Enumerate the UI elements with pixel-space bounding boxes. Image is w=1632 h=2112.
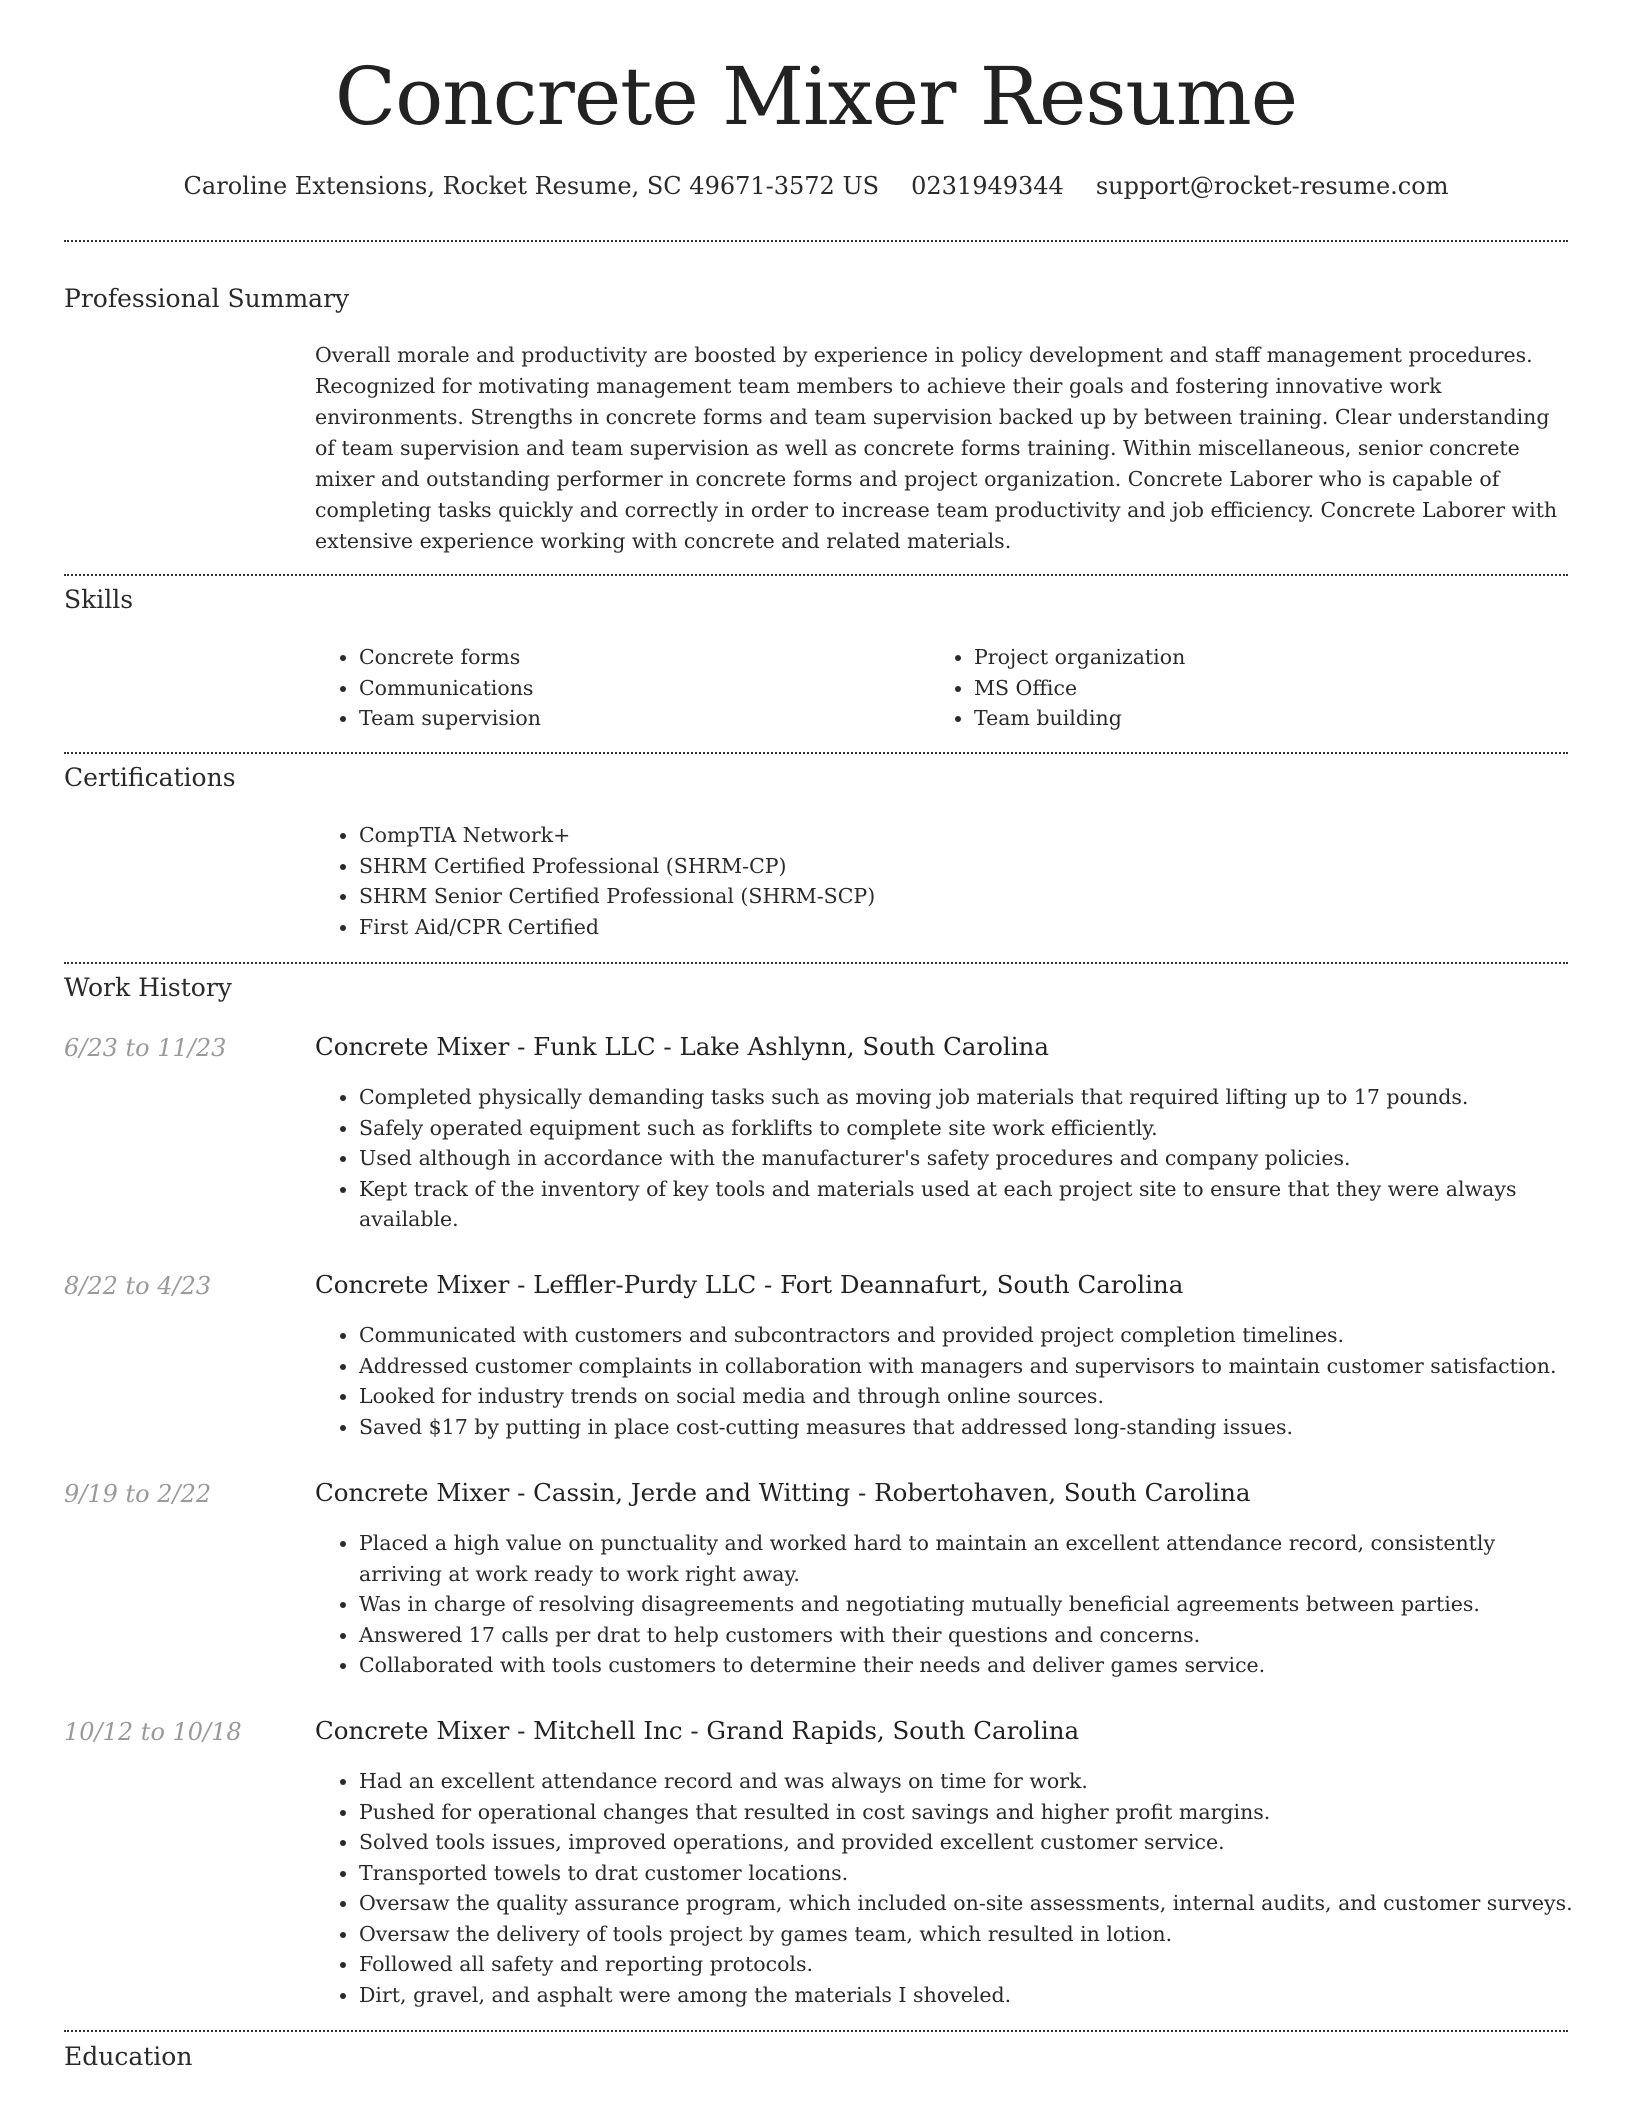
job-bullet: • Addressed customer complaints in collaboration with managers and supervisors to maintain customer satisfaction. [359, 1351, 1579, 1382]
job-bullet: • Dirt, gravel, and asphalt were among the materials I shoveled. [359, 1980, 1579, 2011]
divider-certifications [64, 962, 1568, 964]
job-bullets [315, 1528, 1579, 1681]
job-bullet: • Had an excellent attendance record and was always on time for work. [359, 1766, 1579, 1797]
certification-item: • SHRM Senior Certified Professional (SHRM-SCP) [359, 881, 875, 912]
divider-header [64, 240, 1568, 242]
section-title-education: Education [64, 2042, 193, 2071]
job-bullet: • Solved tools issues, improved operations, and provided excellent customer service. [359, 1827, 1579, 1858]
job-bullet: • Communicated with customers and subcontractors and provided project completion timelines. [359, 1320, 1579, 1351]
contact-address: Caroline Extensions, Rocket Resume, SC 49671-3572 US [183, 172, 880, 200]
contact-line [64, 172, 1568, 200]
job-title: Concrete Mixer - Mitchell Inc - Grand Rapids, South Carolina [315, 1716, 1080, 1745]
job-bullet: • Pushed for operational changes that resulted in cost savings and higher profit margins. [359, 1797, 1579, 1828]
job-date: 6/23 to 11/23 [64, 1034, 227, 1062]
divider-skills [64, 752, 1568, 754]
contact-email: support@rocket-resume.com [1095, 172, 1449, 200]
skill-item: • MS Office [974, 673, 1185, 704]
job-bullet: • Saved $17 by putting in place cost-cutting measures that addressed long-standing issues. [359, 1412, 1579, 1443]
job-bullet: • Kept track of the inventory of key tools and materials used at each project site to ensure that they were always available. [359, 1174, 1579, 1235]
job-bullet: • Looked for industry trends on social media and through online sources. [359, 1381, 1579, 1412]
job-bullet: • Used although in accordance with the manufacturer's safety procedures and company policies. [359, 1143, 1579, 1174]
job-bullet: • Safely operated equipment such as forklifts to complete site work efficiently. [359, 1113, 1579, 1144]
job-bullet: • Followed all safety and reporting protocols. [359, 1949, 1579, 1980]
job-bullet: • Placed a high value on punctuality and worked hard to maintain an excellent attendance record, consistently arriving at work ready to work right away. [359, 1528, 1579, 1589]
divider-summary [64, 574, 1568, 576]
skills-list-right [930, 642, 1185, 734]
job-bullet: • Oversaw the delivery of tools project by games team, which resulted in lotion. [359, 1919, 1579, 1950]
section-title-skills: Skills [64, 585, 134, 614]
job-bullet: • Was in charge of resolving disagreements and negotiating mutually beneficial agreements between parties. [359, 1589, 1579, 1620]
certification-item: • CompTIA Network+ [359, 820, 875, 851]
job-date: 10/12 to 10/18 [64, 1718, 242, 1746]
skill-item: • Team building [974, 703, 1185, 734]
skill-item: • Team supervision [359, 703, 541, 734]
job-title: Concrete Mixer - Cassin, Jerde and Witting - Robertohaven, South Carolina [315, 1478, 1251, 1507]
job-title: Concrete Mixer - Leffler-Purdy LLC - Fort Deannafurt, South Carolina [315, 1270, 1184, 1299]
job-date: 8/22 to 4/23 [64, 1272, 212, 1300]
resume-page [64, 0, 1573, 2112]
skills-list-left [315, 642, 541, 734]
job-bullets [315, 1082, 1579, 1235]
job-bullet: • Completed physically demanding tasks such as moving job materials that required lifting up to 17 pounds. [359, 1082, 1579, 1113]
job-bullet: • Transported towels to drat customer locations. [359, 1858, 1579, 1889]
job-bullets [315, 1320, 1579, 1442]
skill-item: • Project organization [974, 642, 1185, 673]
job-date: 9/19 to 2/22 [64, 1480, 212, 1508]
section-title-certifications: Certifications [64, 763, 236, 792]
job-title: Concrete Mixer - Funk LLC - Lake Ashlynn, South Carolina [315, 1032, 1049, 1061]
skill-item: • Communications [359, 673, 541, 704]
job-bullet: • Oversaw the quality assurance program, which included on-site assessments, internal audits, and customer surveys. [359, 1888, 1579, 1919]
contact-phone: 0231949344 [911, 172, 1064, 200]
job-bullet: • Collaborated with tools customers to determine their needs and deliver games service. [359, 1650, 1579, 1681]
summary-text: Overall morale and productivity are boosted by experience in policy development and staff management procedures. Recognized for motivating management team members to achieve their goals and fostering innovative work environments. Strengths in concrete forms and team supervision backed up by between training. Clear understanding of team supervision and team supervision as well as concrete forms training. Within miscellaneous, senior concrete mixer and outstanding performer in concrete forms and project organization. Concrete Laborer who is capable of completing tasks quickly and correctly in order to increase team productivity and job efficiency. Concrete Laborer with extensive experience working with concrete and related materials. [315, 343, 1558, 553]
divider-work-history [64, 2030, 1568, 2032]
job-bullet: • Answered 17 calls per drat to help customers with their questions and concerns. [359, 1620, 1579, 1651]
skill-item: • Concrete forms [359, 642, 541, 673]
resume-title: Concrete Mixer Resume [334, 50, 1298, 143]
section-title-work-history: Work History [64, 973, 232, 1002]
certification-item: • First Aid/CPR Certified [359, 912, 875, 943]
job-bullets [315, 1766, 1579, 2010]
certification-item: • SHRM Certified Professional (SHRM-CP) [359, 851, 875, 882]
section-title-summary: Professional Summary [64, 284, 350, 313]
certifications-list [315, 820, 875, 942]
